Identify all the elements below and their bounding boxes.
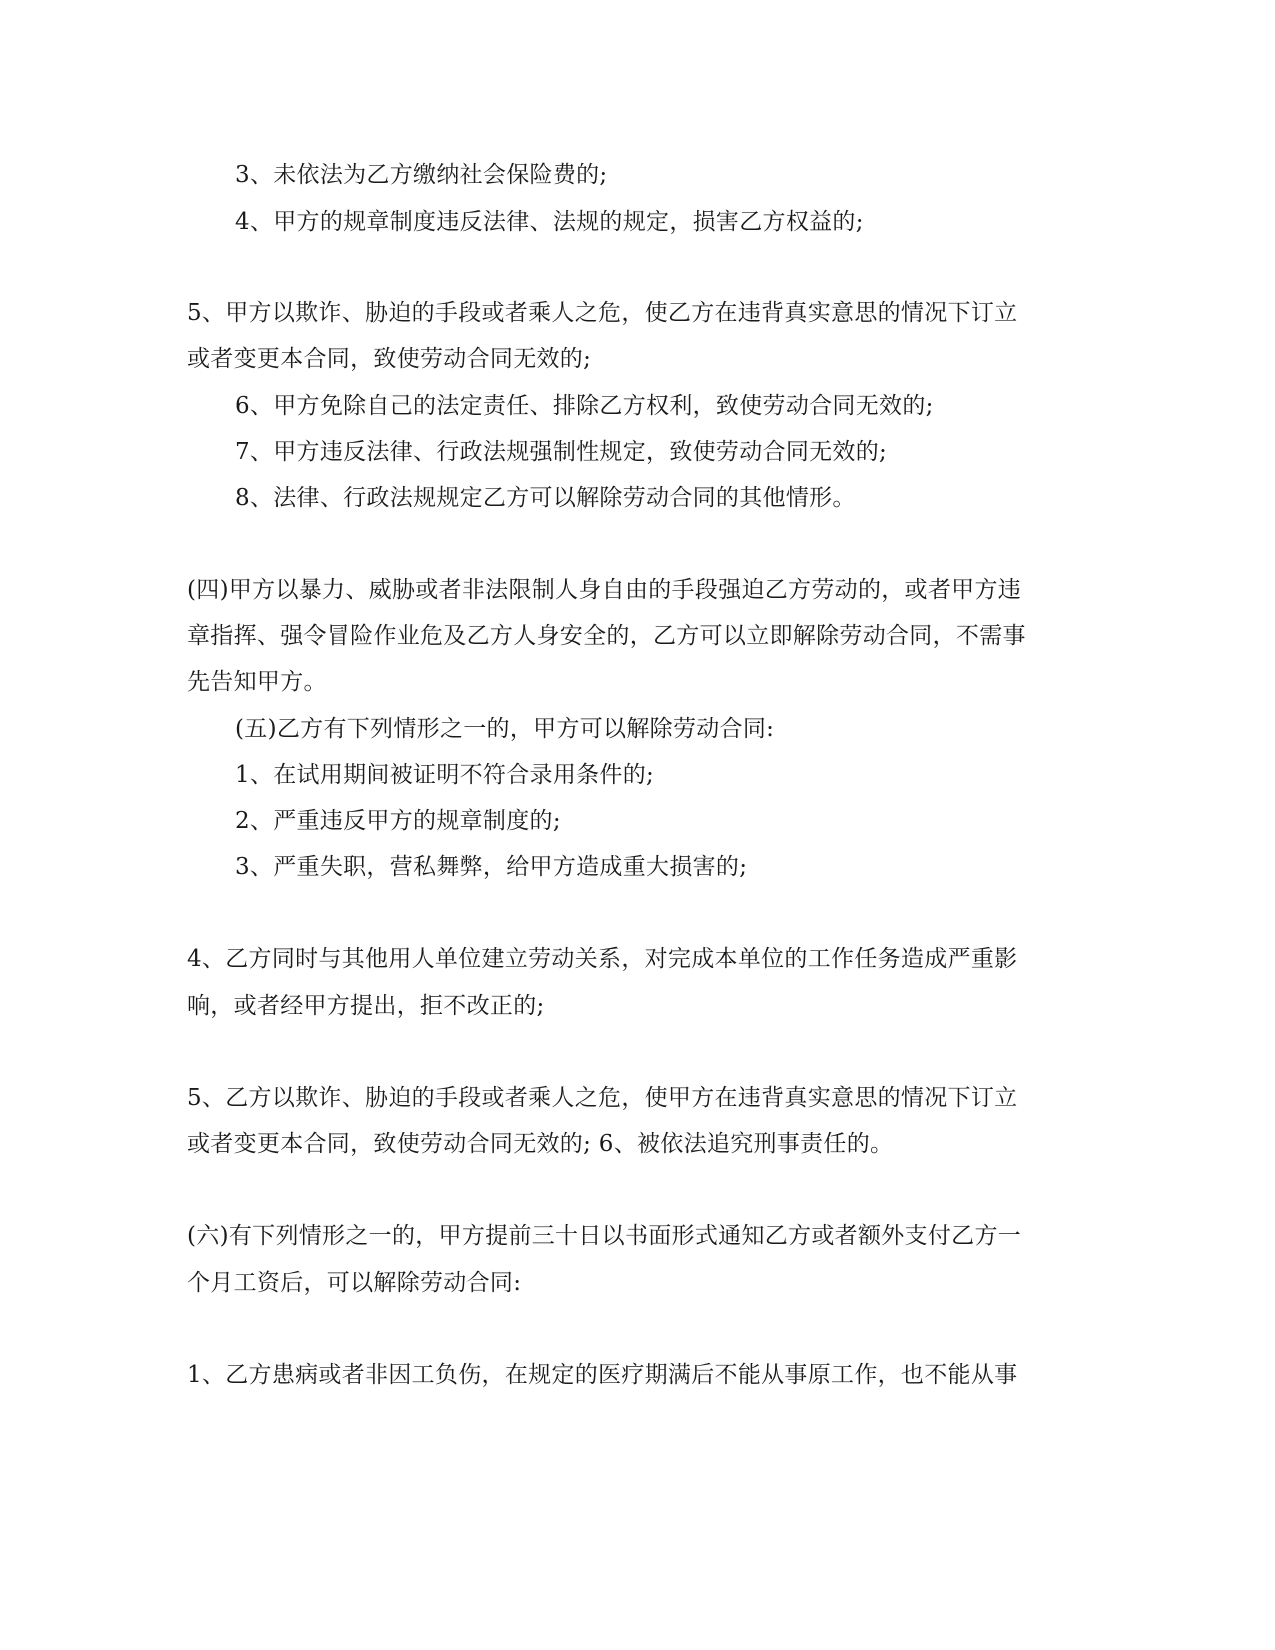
text-line: 响，或者经甲方提出，拒不改正的; <box>187 993 545 1019</box>
text-line: 1、乙方患病或者非因工负伤，在规定的医疗期满后不能从事原工作，也不能从事 <box>187 1362 1018 1388</box>
text-line: (五)乙方有下列情形之一的，甲方可以解除劳动合同: <box>235 716 775 742</box>
text-line: 个月工资后，可以解除劳动合同: <box>187 1270 522 1296</box>
text-line: 7、甲方违反法律、行政法规强制性规定，致使劳动合同无效的; <box>235 439 888 465</box>
text-line: 4、甲方的规章制度违反法律、法规的规定，损害乙方权益的; <box>235 209 864 235</box>
text-line: 5、乙方以欺诈、胁迫的手段或者乘人之危，使甲方在违背真实意思的情况下订立 <box>187 1085 1018 1111</box>
text-line: 4、乙方同时与其他用人单位建立劳动关系，对完成本单位的工作任务造成严重影 <box>187 946 1018 972</box>
text-line: 或者变更本合同，致使劳动合同无效的; 6、被依法追究刑事责任的。 <box>187 1131 894 1157</box>
text-line: 8、法律、行政法规规定乙方可以解除劳动合同的其他情形。 <box>235 485 856 511</box>
text-line: (四)甲方以暴力、威胁或者非法限制人身自由的手段强迫乙方劳动的，或者甲方违 <box>187 577 1022 603</box>
text-line: (六)有下列情形之一的，甲方提前三十日以书面形式通知乙方或者额外支付乙方一 <box>187 1223 1022 1249</box>
text-line: 或者变更本合同，致使劳动合同无效的; <box>187 346 592 372</box>
text-line: 先告知甲方。 <box>187 669 327 695</box>
text-line: 5、甲方以欺诈、胁迫的手段或者乘人之危，使乙方在违背真实意思的情况下订立 <box>187 300 1018 326</box>
text-line: 3、未依法为乙方缴纳社会保险费的; <box>235 162 608 188</box>
text-line: 1、在试用期间被证明不符合录用条件的; <box>235 762 655 788</box>
text-line: 2、严重违反甲方的规章制度的; <box>235 808 561 834</box>
text-line: 章指挥、强令冒险作业危及乙方人身安全的，乙方可以立即解除劳动合同，不需事 <box>187 623 1026 649</box>
text-line: 6、甲方免除自己的法定责任、排除乙方权利，致使劳动合同无效的; <box>235 393 934 419</box>
text-line: 3、严重失职，营私舞弊，给甲方造成重大损害的; <box>235 854 748 880</box>
